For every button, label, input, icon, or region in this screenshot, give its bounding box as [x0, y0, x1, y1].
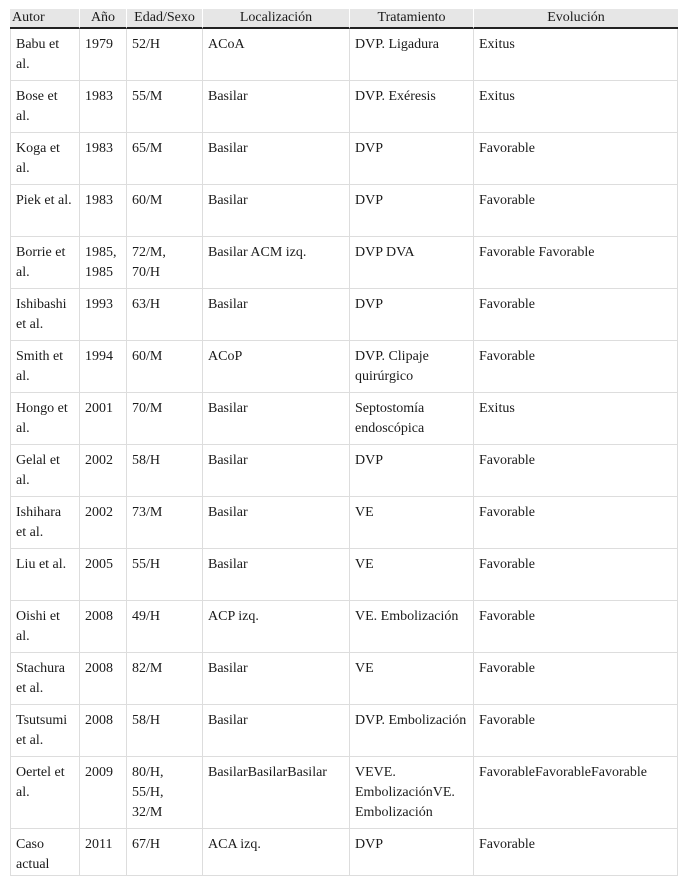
- cell-evolucion: Favorable: [473, 497, 678, 549]
- cell-edad-sexo: 73/M: [126, 497, 202, 549]
- cell-edad-sexo: 60/M: [126, 185, 202, 237]
- cell-evolucion: Favorable: [473, 185, 678, 237]
- cell-tratamiento: DVP: [349, 829, 473, 876]
- column-header-localizacion: Localización: [202, 9, 349, 29]
- table-header: [10, 9, 678, 29]
- table-row: [10, 549, 678, 601]
- cell-tratamiento: DVP. Clipaje quirúrgico: [349, 341, 473, 393]
- cell-edad-sexo: 58/H: [126, 705, 202, 757]
- cell-ano: 1983: [79, 81, 126, 133]
- column-header-tratamiento: Tratamiento: [349, 9, 473, 29]
- cell-tratamiento: VEVE. EmbolizaciónVE. Embolización: [349, 757, 473, 829]
- cell-autor: Oishi et al.: [10, 601, 79, 653]
- table-row: [10, 601, 678, 653]
- cell-autor: Ishibashi et al.: [10, 289, 79, 341]
- cell-edad-sexo: 72/M, 70/H: [126, 237, 202, 289]
- cell-autor: Ishihara et al.: [10, 497, 79, 549]
- cell-tratamiento: DVP. Embolización: [349, 705, 473, 757]
- column-header-ano: Año: [79, 9, 126, 29]
- table-row: [10, 653, 678, 705]
- cell-edad-sexo: 60/M: [126, 341, 202, 393]
- cell-tratamiento: Septostomía endoscópica: [349, 393, 473, 445]
- cell-evolucion: Favorable: [473, 133, 678, 185]
- cell-tratamiento: DVP. Exéresis: [349, 81, 473, 133]
- table-row: [10, 497, 678, 549]
- cell-edad-sexo: 65/M: [126, 133, 202, 185]
- cell-autor: Bose et al.: [10, 81, 79, 133]
- cell-edad-sexo: 49/H: [126, 601, 202, 653]
- cell-localizacion: Basilar: [202, 705, 349, 757]
- cell-ano: 2002: [79, 497, 126, 549]
- table-row: [10, 757, 678, 829]
- cell-localizacion: ACP izq.: [202, 601, 349, 653]
- cell-autor: Piek et al.: [10, 185, 79, 237]
- cell-ano: 2002: [79, 445, 126, 497]
- cell-autor: Tsutsumi et al.: [10, 705, 79, 757]
- cell-edad-sexo: 63/H: [126, 289, 202, 341]
- cell-ano: 1979: [79, 29, 126, 81]
- cell-tratamiento: DVP: [349, 185, 473, 237]
- table-body: [10, 29, 678, 876]
- table-row: [10, 29, 678, 81]
- cell-autor: Borrie et al.: [10, 237, 79, 289]
- table-row: [10, 185, 678, 237]
- cell-ano: 1985, 1985: [79, 237, 126, 289]
- cell-edad-sexo: 52/H: [126, 29, 202, 81]
- header-row: [10, 9, 678, 29]
- cell-evolucion: Favorable: [473, 445, 678, 497]
- cell-ano: 2009: [79, 757, 126, 829]
- cell-ano: 1993: [79, 289, 126, 341]
- cell-tratamiento: DVP. Ligadura: [349, 29, 473, 81]
- cell-edad-sexo: 55/M: [126, 81, 202, 133]
- cell-evolucion: Favorable: [473, 601, 678, 653]
- table-row: [10, 341, 678, 393]
- cell-localizacion: ACA izq.: [202, 829, 349, 876]
- cell-evolucion: Favorable: [473, 829, 678, 876]
- table-row: [10, 445, 678, 497]
- table-row: [10, 237, 678, 289]
- column-header-edad-sexo: Edad/Sexo: [126, 9, 202, 29]
- table-row: [10, 829, 678, 876]
- cell-autor: Oertel et al.: [10, 757, 79, 829]
- cell-localizacion: Basilar: [202, 185, 349, 237]
- cell-localizacion: Basilar: [202, 393, 349, 445]
- cell-autor: Hongo et al.: [10, 393, 79, 445]
- cell-edad-sexo: 80/H, 55/H, 32/M: [126, 757, 202, 829]
- cell-evolucion: Favorable: [473, 653, 678, 705]
- cell-ano: 1983: [79, 185, 126, 237]
- cell-edad-sexo: 67/H: [126, 829, 202, 876]
- cell-tratamiento: VE: [349, 549, 473, 601]
- cell-localizacion: Basilar: [202, 497, 349, 549]
- cell-evolucion: FavorableFavorableFavorable: [473, 757, 678, 829]
- cell-ano: 2005: [79, 549, 126, 601]
- table-row: [10, 705, 678, 757]
- table-row: [10, 133, 678, 185]
- cell-evolucion: Exitus: [473, 29, 678, 81]
- cell-ano: 2011: [79, 829, 126, 876]
- cell-ano: 1994: [79, 341, 126, 393]
- cell-localizacion: Basilar: [202, 653, 349, 705]
- cell-evolucion: Favorable: [473, 705, 678, 757]
- cell-evolucion: Favorable: [473, 341, 678, 393]
- cell-edad-sexo: 82/M: [126, 653, 202, 705]
- cell-tratamiento: VE: [349, 653, 473, 705]
- cell-autor: Liu et al.: [10, 549, 79, 601]
- cell-evolucion: Exitus: [473, 81, 678, 133]
- cell-tratamiento: DVP DVA: [349, 237, 473, 289]
- table-row: [10, 289, 678, 341]
- cell-autor: Caso actual: [10, 829, 79, 876]
- cell-edad-sexo: 55/H: [126, 549, 202, 601]
- cell-evolucion: Favorable: [473, 549, 678, 601]
- cell-localizacion: Basilar: [202, 133, 349, 185]
- cell-autor: Babu et al.: [10, 29, 79, 81]
- cell-edad-sexo: 70/M: [126, 393, 202, 445]
- cell-evolucion: Exitus: [473, 393, 678, 445]
- column-header-evolucion: Evolución: [473, 9, 678, 29]
- cell-ano: 2008: [79, 601, 126, 653]
- cell-tratamiento: DVP: [349, 289, 473, 341]
- cell-tratamiento: VE: [349, 497, 473, 549]
- cell-autor: Smith et al.: [10, 341, 79, 393]
- cell-localizacion: BasilarBasilarBasilar: [202, 757, 349, 829]
- cell-tratamiento: DVP: [349, 445, 473, 497]
- cell-autor: Stachura et al.: [10, 653, 79, 705]
- cases-table: [10, 9, 678, 876]
- cell-ano: 1983: [79, 133, 126, 185]
- cell-tratamiento: VE. Embolización: [349, 601, 473, 653]
- column-header-autor: Autor: [10, 9, 79, 29]
- cell-localizacion: Basilar: [202, 549, 349, 601]
- cell-ano: 2001: [79, 393, 126, 445]
- cell-ano: 2008: [79, 653, 126, 705]
- cell-localizacion: ACoA: [202, 29, 349, 81]
- table-row: [10, 81, 678, 133]
- table-row: [10, 393, 678, 445]
- cell-autor: Koga et al.: [10, 133, 79, 185]
- cell-localizacion: Basilar: [202, 81, 349, 133]
- cell-localizacion: Basilar: [202, 289, 349, 341]
- cell-autor: Gelal et al.: [10, 445, 79, 497]
- cell-tratamiento: DVP: [349, 133, 473, 185]
- cell-localizacion: Basilar: [202, 445, 349, 497]
- cell-localizacion: ACoP: [202, 341, 349, 393]
- cell-ano: 2008: [79, 705, 126, 757]
- cell-edad-sexo: 58/H: [126, 445, 202, 497]
- cell-evolucion: Favorable: [473, 289, 678, 341]
- cell-localizacion: Basilar ACM izq.: [202, 237, 349, 289]
- cell-evolucion: Favorable Favorable: [473, 237, 678, 289]
